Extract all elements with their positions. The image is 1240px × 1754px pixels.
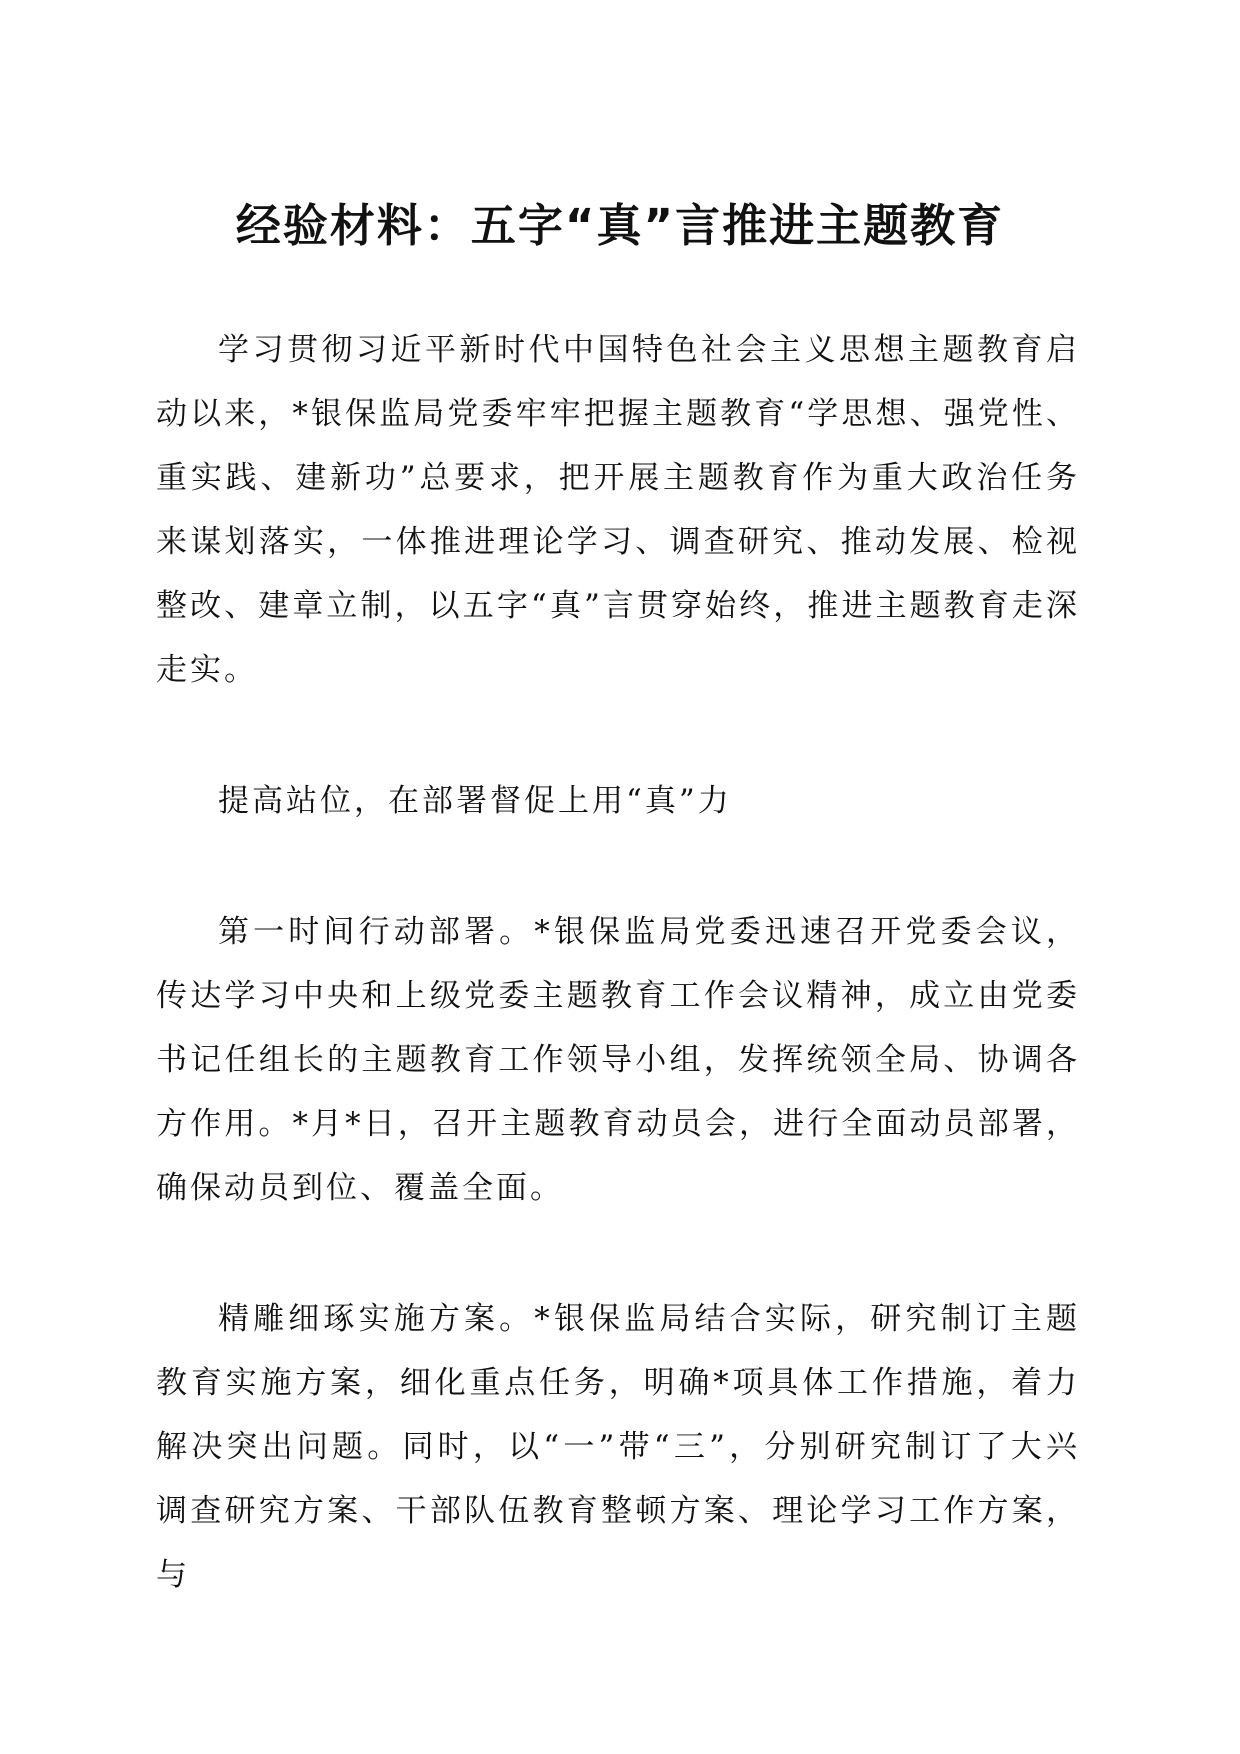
section-heading: 提高站位，在部署督促上用“真”力 bbox=[218, 783, 732, 819]
document-body bbox=[156, 318, 1080, 1607]
deployment-paragraph: 第一时间行动部署。*银保监局党委迅速召开党委会议，传达学习中央和上级党委主题教育工作会议精神，成立由党委书记任组长的主题教育工作领导小组，发挥统领全局、协调各方作用。*月*日，召开主题教育动员会，进行全面动员部署，确保动员到位、覆盖全面。 bbox=[156, 914, 1080, 1206]
intro-paragraph: 学习贯彻习近平新时代中国特色社会主义思想主题教育启动以来，*银保监局党委牢牢把握主题教育“学思想、强党性、重实践、建新功”总要求，把开展主题教育作为重大政治任务来谋划落实，一体推进理论学习、调查研究、推动发展、检视整改、建章立制，以五字“真”言贯穿始终，推进主题教育走深走实。 bbox=[156, 332, 1080, 688]
implementation-paragraph: 精雕细琢实施方案。*银保监局结合实际，研究制订主题教育实施方案，细化重点任务，明确*项具体工作措施，着力解决突出问题。同时，以“一”带“三”，分别研究制订了大兴调查研究方案、干部队伍教育整顿方案、理论学习工作方案，与 bbox=[156, 1301, 1080, 1593]
document-title: 经验材料：五字“真”言推进主题教育 bbox=[235, 199, 1005, 252]
